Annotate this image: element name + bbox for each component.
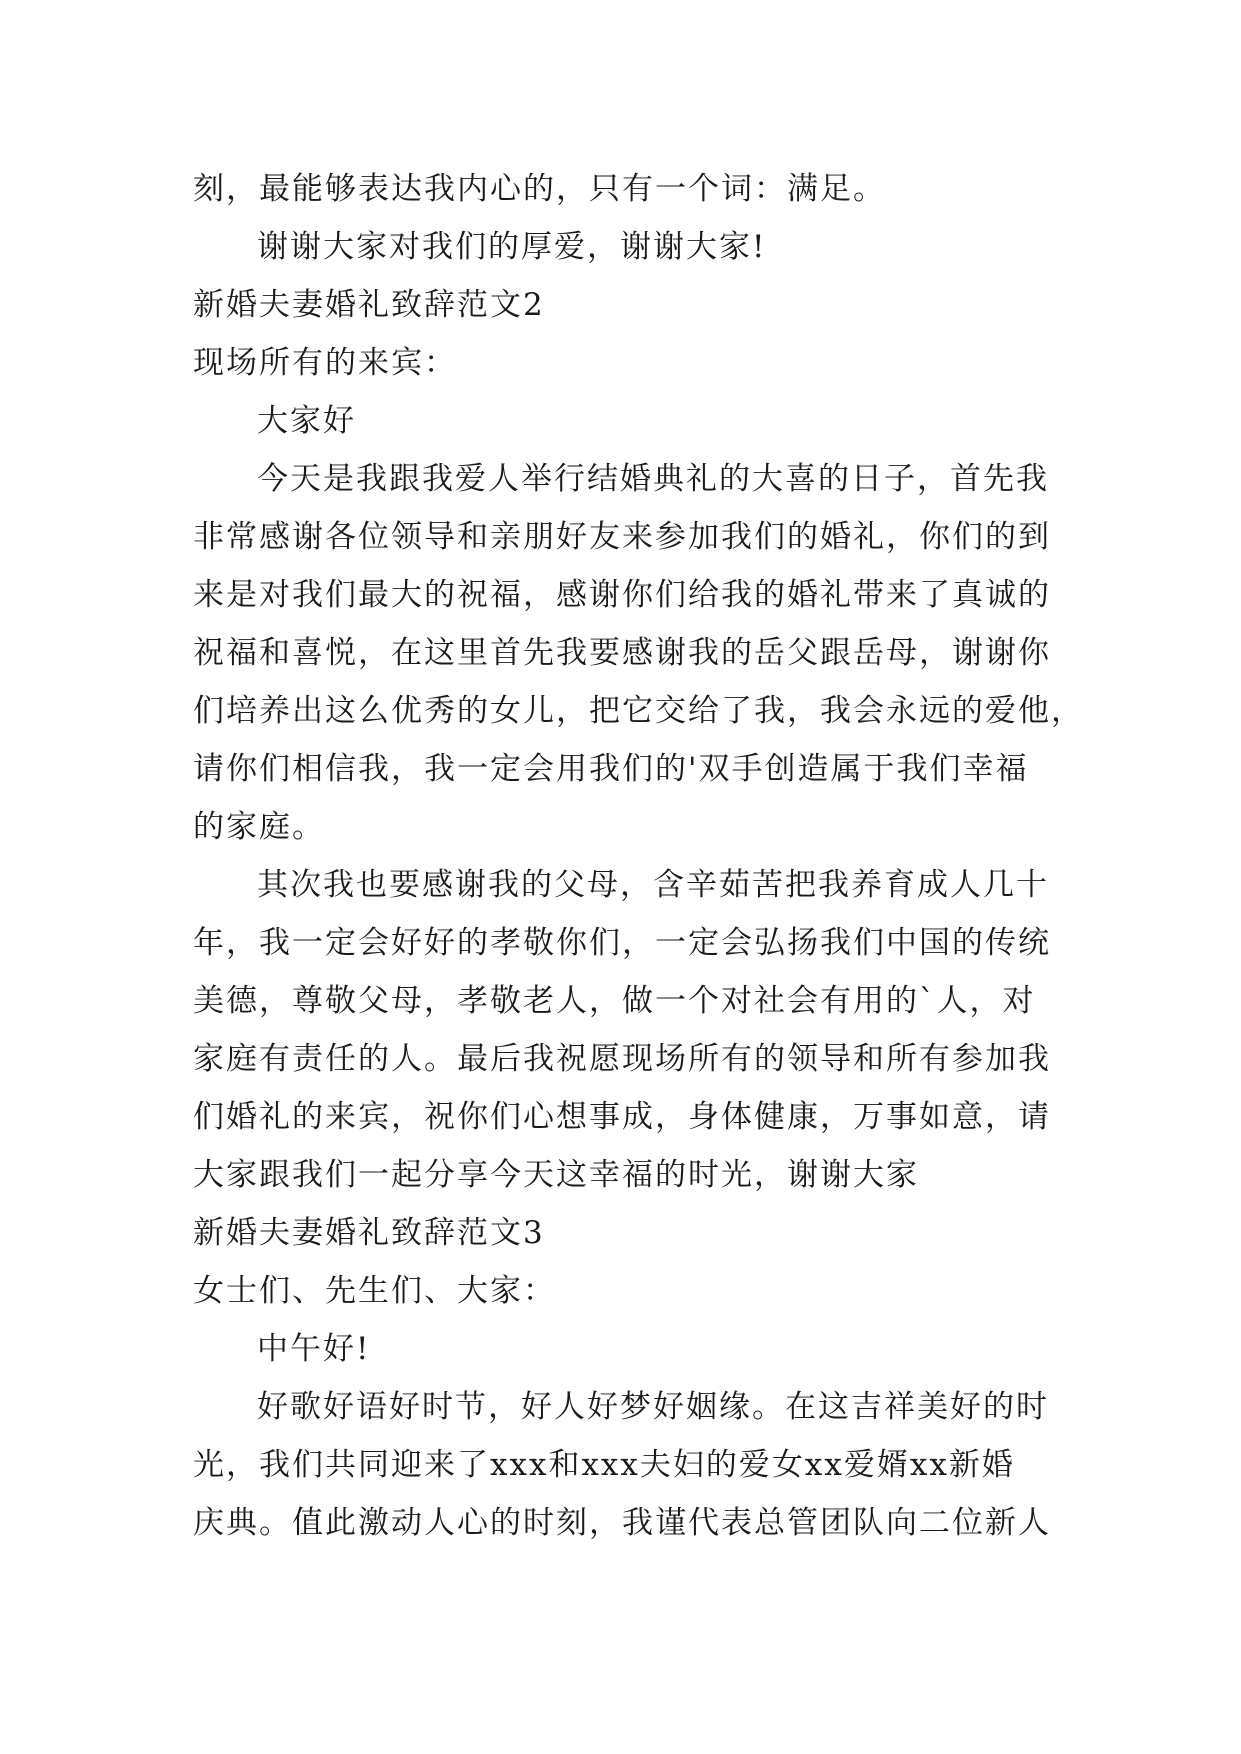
paragraph-line: 美德，尊敬父母，孝敬老人，做一个对社会有用的`人，对	[193, 983, 1036, 1019]
paragraph-line: 请你们相信我，我一定会用我们的'双手创造属于我们幸福	[193, 751, 1029, 787]
section-heading: 新婚夫妻婚礼致辞范文3	[193, 1215, 545, 1251]
greeting-line: 大家好	[257, 403, 356, 439]
paragraph-line: 们培养出这么优秀的女儿，把它交给了我，我会永远的爱他，	[193, 693, 1084, 729]
paragraph-line: 来是对我们最大的祝福，感谢你们给我的婚礼带来了真诚的	[193, 577, 1051, 613]
paragraph-line: 家庭有责任的人。最后我祝愿现场所有的领导和所有参加我	[193, 1041, 1051, 1077]
paragraph-line: 大家跟我们一起分享今天这幸福的时光，谢谢大家	[193, 1157, 919, 1193]
paragraph-line: 非常感谢各位领导和亲朋好友来参加我们的婚礼，你们的到	[193, 519, 1051, 555]
paragraph-line: 刻，最能够表达我内心的，只有一个词：满足。	[193, 171, 886, 207]
paragraph-line: 们婚礼的来宾，祝你们心想事成，身体健康，万事如意，请	[193, 1099, 1051, 1135]
paragraph-line: 庆典。值此激动人心的时刻，我谨代表总管团队向二位新人	[193, 1505, 1051, 1541]
paragraph-line: 光，我们共同迎来了xxx和xxx夫妇的爱女xx爱婿xx新婚	[193, 1447, 1015, 1483]
paragraph-line: 祝福和喜悦，在这里首先我要感谢我的岳父跟岳母，谢谢你	[193, 635, 1051, 671]
section-heading: 新婚夫妻婚礼致辞范文2	[193, 287, 545, 323]
document-body	[193, 160, 1084, 1552]
paragraph-line: 其次我也要感谢我的父母，含辛茹苦把我养育成人几十	[257, 867, 1049, 903]
salutation-line: 女士们、先生们、大家：	[193, 1273, 556, 1309]
paragraph-line: 年，我一定会好好的孝敬你们，一定会弘扬我们中国的传统	[193, 925, 1051, 961]
greeting-line: 中午好!	[257, 1331, 371, 1367]
paragraph-line: 好歌好语好时节，好人好梦好姻缘。在这吉祥美好的时	[257, 1389, 1049, 1425]
paragraph-line: 的家庭。	[193, 809, 325, 845]
paragraph-line: 谢谢大家对我们的厚爱，谢谢大家!	[257, 229, 767, 265]
salutation-line: 现场所有的来宾：	[193, 345, 457, 381]
paragraph-line: 今天是我跟我爱人举行结婚典礼的大喜的日子，首先我	[257, 461, 1049, 497]
